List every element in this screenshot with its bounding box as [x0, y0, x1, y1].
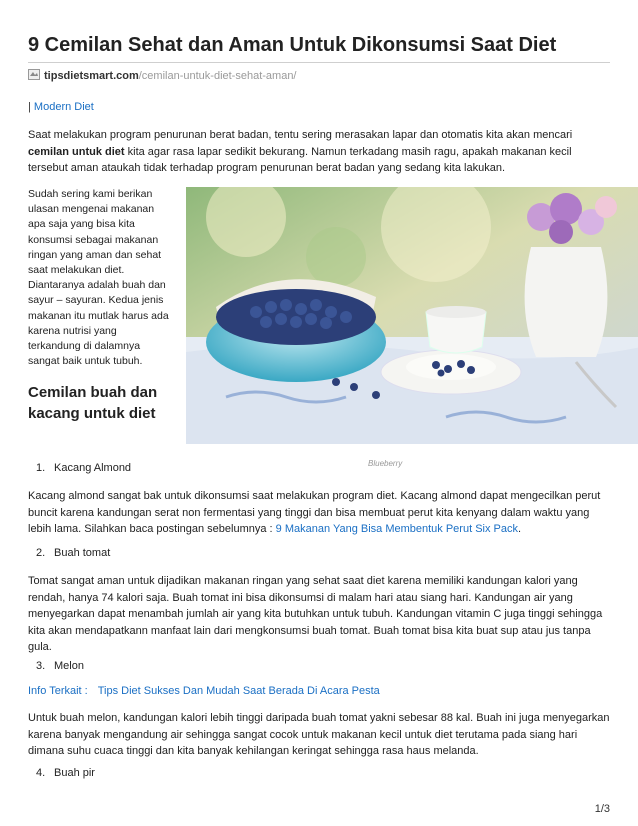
page-title: 9 Cemilan Sehat dan Aman Untuk Dikonsumsi Saat Diet — [28, 34, 557, 56]
page-number: 1/3 — [594, 803, 610, 815]
almond-end: . — [518, 523, 522, 536]
melon-paragraph: Untuk buah melon, kandungan kalori lebih tinggi daripada buah tomat yakni sebesar 88 kal. Buah ini juga menyegarkan karena banyak mengandung air sehingga sangat cocok untuk makanan kecil untuk diet terutama pada siang hari dimana suhu cuaca tinggi dan kita banyak kehilangan keringat sehingga rasa haus melanda. — [28, 712, 610, 758]
intro-text-start: Saat melakukan program penurunan berat badan, tentu sering merasakan lapar dan otomatis kita akan mencari — [28, 129, 573, 141]
list-item — [36, 660, 84, 672]
source-path[interactable]: /cemilan-untuk-diet-sehat-aman/ — [138, 70, 297, 82]
related-label: Info Terkait : — [28, 685, 88, 697]
list-label: Buah pir — [54, 767, 95, 779]
almond-paragraph — [28, 488, 610, 538]
source-line — [28, 69, 297, 82]
side-paragraph: Sudah sering kami berikan ulasan mengenai makanan apa saja yang bisa kita konsumsi sebagai makanan ringan yang aman dan sehat saat melakukan diet. Diantaranya adalah buah dan sayur – sayuran. Kedua jenis makanan itu mutlak harus ada karena nutrisi yang terkandung di dalamnya sangat baik untuk tubuh. — [28, 188, 169, 368]
related-info — [28, 685, 380, 697]
list-number: 3. — [36, 660, 46, 672]
list-number: 1. — [36, 462, 46, 474]
site-favicon-icon — [28, 69, 40, 80]
list-label: Kacang Almond — [54, 462, 132, 474]
list-label: Buah tomat — [54, 547, 111, 559]
blueberry-photo — [186, 187, 638, 444]
category-link[interactable]: Modern Diet — [33, 101, 94, 113]
tomat-paragraph: Tomat sangat aman untuk dijadikan makanan ringan yang sehat saat diet karena memiliki kandungan kalori yang rendah, hanya 74 kalori saja. Buah tomat ini bisa dikonsumsi di malam hari atau siang hari. Kandungan air yang menyegarkan dapat menambah jumlah air yang kita butuhkan untuk tubuh. Kandungan vitamin C juga tinggi sehingga kita akan mendapatkann manfaat lain dari mengkonsumsi buah tomat. Buah tomat bisa kita buat sup atau jus tanpa gula. — [28, 575, 603, 654]
intro-bold: cemilan untuk diet — [28, 145, 125, 158]
image-caption: Blueberry — [368, 459, 403, 468]
list-item — [36, 767, 95, 779]
six-pack-link[interactable]: 9 Makanan Yang Bisa Membentuk Perut Six Pack — [275, 523, 518, 536]
related-link[interactable]: Tips Diet Sukses Dan Mudah Saat Berada Di Acara Pesta — [97, 685, 380, 697]
list-number: 2. — [36, 547, 46, 559]
title-divider — [28, 62, 610, 63]
list-item — [36, 462, 131, 474]
source-domain[interactable]: tipsdietsmart.com — [44, 70, 139, 82]
list-item — [36, 547, 110, 559]
list-number: 4. — [36, 767, 46, 779]
category-prefix: | — [28, 101, 34, 113]
section-heading: Cemilan buah dan kacang untuk diet — [28, 384, 158, 422]
intro-text-end: kita agar rasa lapar sedikit bekurang. Namun terkadang masih ragu, apakah makanan kecil tersebut aman ataukah tidak terhadap program penurunan berat badan yang sedang kita lakukan. — [28, 145, 572, 175]
list-label: Melon — [54, 660, 84, 672]
category-line — [28, 101, 94, 113]
almond-text: Kacang almond sangat bak untuk dikonsumsi saat melakukan program diet. Kacang almond dapat mengecilkan perut buncit karena kandungan serat non fermentasi yang tinggi dan bisa membuat perut kita kenyang dalam waktu yang lebih lama. Silahkan baca postingan sebelumnya : — [28, 490, 601, 536]
intro-paragraph — [28, 127, 610, 177]
